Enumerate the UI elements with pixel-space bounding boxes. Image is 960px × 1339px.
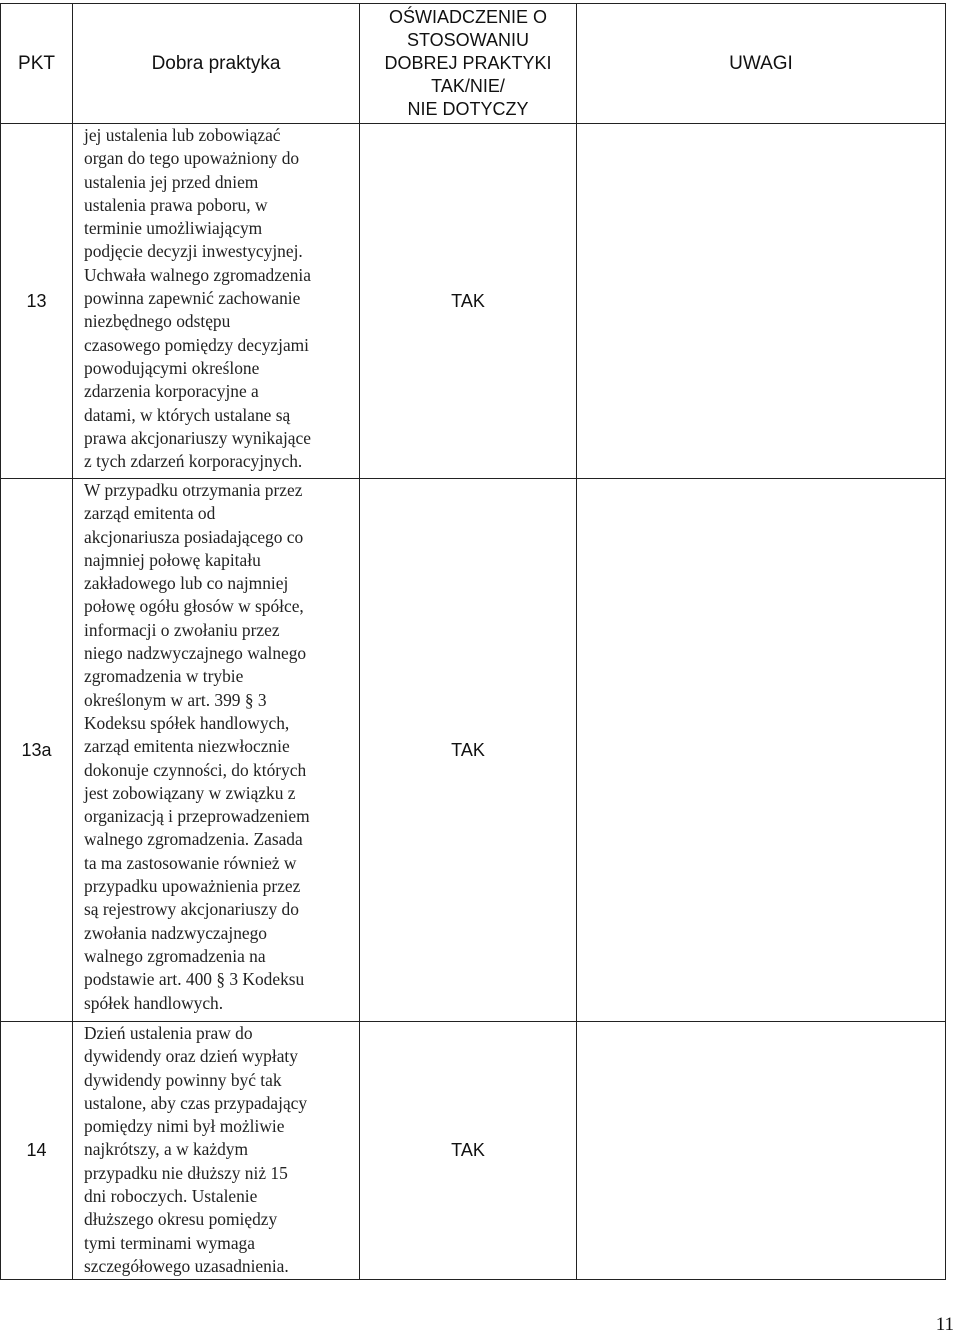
header-practice: Dobra praktyka	[73, 4, 360, 124]
table-row	[1, 479, 946, 1022]
row-status: TAK	[360, 479, 577, 1022]
row-practice-text	[73, 479, 360, 1022]
practice-paragraph: jej ustalenia lub zobowiązać organ do tego upoważniony do ustalenia jej przed dniem ustalenia prawa poboru, w terminie umożliwiającym podjęcie decyzji inwestycyjnej. Uchwała walnego zgromadzenia powinna zapewnić zachowanie niezbędnego odstępu czasowego pomiędzy decyzjami powodującymi określone zdarzenia korporacyjne a datami, w których ustalane są prawa akcjonariuszy wynikające z tych zdarzeń korporacyjnych.	[84, 125, 311, 472]
row-pkt: 13a	[1, 479, 73, 1022]
header-row	[1, 4, 946, 124]
header-statement-line-3: DOBREJ PRAKTYKI	[384, 53, 552, 73]
row-pkt: 13	[1, 124, 73, 479]
header-remarks: UWAGI	[577, 4, 946, 124]
header-statement-line-2: STOSOWANIU	[406, 30, 529, 50]
row-remarks	[577, 124, 946, 479]
row-pkt: 14	[1, 1022, 73, 1280]
header-pkt: PKT	[1, 4, 73, 124]
row-remarks	[577, 479, 946, 1022]
table-row	[1, 124, 946, 479]
header-statement-line-4: TAK/NIE/	[431, 76, 505, 96]
header-statement-line-1: OŚWIADCZENIE O	[388, 7, 547, 27]
page-number: 11	[935, 1314, 954, 1335]
practice-paragraph: W przypadku otrzymania przez zarząd emitenta od akcjonariusza posiadającego co najmniej połowę kapitału zakładowego lub co najmniej połowę ogółu głosów w spółce, informacji o zwołaniu przez niego nadzwyczajnego walnego zgromadzenia w trybie określonym w art. 399 § 3 Kodeksu spółek handlowych, zarząd emitenta niezwłocznie dokonuje czynności, do których jest zobowiązany w związku z organizacją i przeprowadzeniem walnego zgromadzenia. Zasada ta ma zastosowanie również w przypadku upoważnienia przez są rejestrowy akcjonariuszy do zwołania nadzwyczajnego walnego zgromadzenia na podstawie art. 400 § 3 Kodeksu spółek handlowych.	[84, 480, 310, 1013]
governance-table	[0, 3, 946, 1280]
table-row	[1, 1022, 946, 1280]
row-practice-text	[73, 1022, 360, 1280]
row-status: TAK	[360, 124, 577, 479]
header-statement	[360, 4, 577, 124]
row-remarks	[577, 1022, 946, 1280]
row-practice-text	[73, 124, 360, 479]
header-statement-line-5: NIE DOTYCZY	[407, 99, 529, 119]
practice-paragraph: Dzień ustalenia praw do dywidendy oraz dzień wypłaty dywidendy powinny być tak ustalone, aby czas przypadający pomiędzy nimi był możliwie najkrótszy, a w każdym przypadku nie dłuższy niż 15 dni roboczych. Ustalenie dłuższego okresu pomiędzy tymi terminami wymaga szczegółowego uzasadnienia.	[84, 1023, 308, 1276]
row-status: TAK	[360, 1022, 577, 1280]
